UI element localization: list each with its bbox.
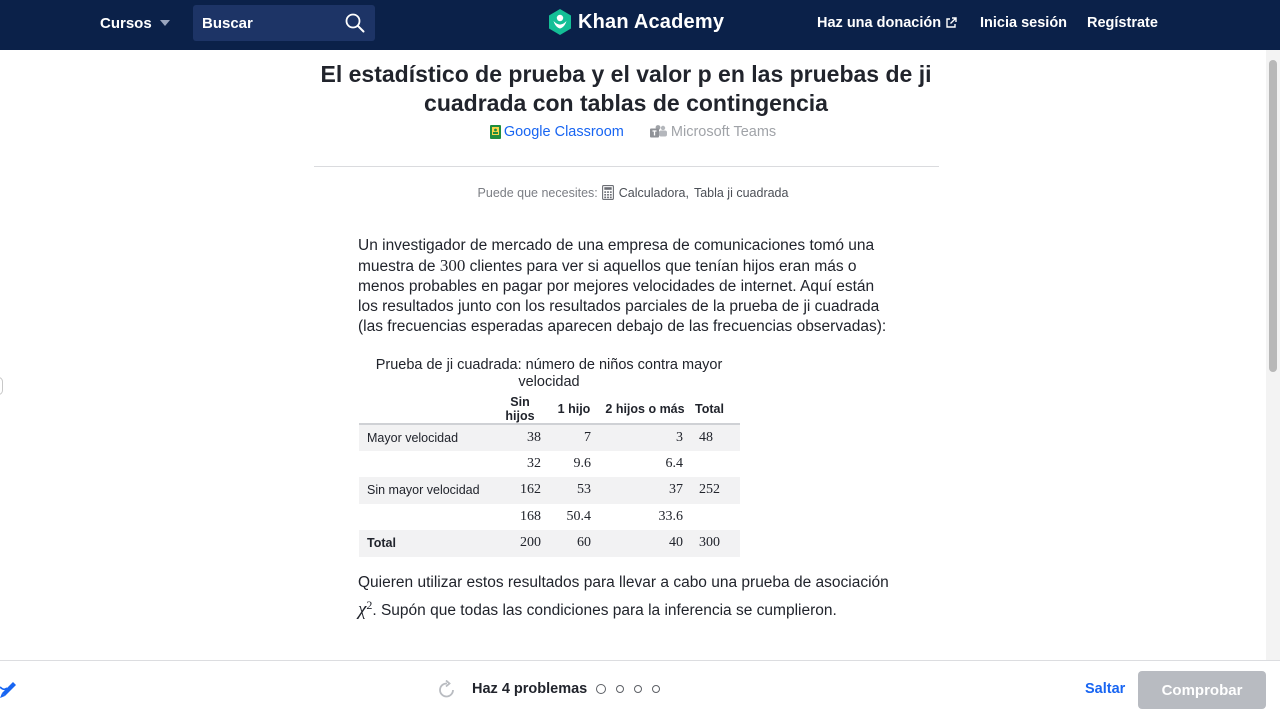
courses-label: Cursos [100, 14, 152, 32]
row-label [359, 504, 491, 531]
khan-academy-logo[interactable] [548, 9, 724, 35]
donate-label: Haz una donación [817, 15, 942, 31]
table-cell: 6.4 [665, 455, 683, 471]
side-handle[interactable] [0, 377, 3, 395]
table-header: 2 hijos o más [599, 395, 691, 424]
tools-needed-label: Puede que necesites: [477, 185, 598, 200]
calculator-link[interactable]: Calculadora, [618, 185, 689, 200]
title-line-1: El estadístico de prueba y el valor p en las pruebas de ji [320, 61, 932, 87]
table-cell [691, 504, 740, 531]
caret-down-icon [160, 20, 170, 26]
problem-text-b: clientes para ver si aquellos que tenían hijos eran más o menos probables en pagar por mejores velocidades de internet. Aquí están los resultados junto con los resultados parciales de la prueba de ji cuadrada (las frecuencias esperadas aparecen debajo de las frecuencias observadas): [358, 258, 887, 335]
table-header: Total [691, 395, 740, 424]
google-classroom-button[interactable] [490, 124, 624, 140]
google-classroom-icon [490, 125, 501, 139]
contingency-table [359, 395, 740, 557]
chi-square-table-link[interactable]: Tabla ji cuadrada [693, 185, 789, 200]
courses-menu-button[interactable] [100, 0, 170, 46]
scratchpad-pencil-icon[interactable] [0, 677, 18, 699]
table-row [359, 424, 740, 451]
table-caption: Prueba de ji cuadrada: número de niños contra mayor velocidad [375, 357, 723, 390]
table-cell: 53 [549, 477, 599, 504]
table-cell: 38 [491, 424, 549, 451]
table-row [359, 451, 740, 478]
khan-academy-logo-icon [548, 9, 572, 35]
search-box[interactable] [193, 5, 375, 41]
table-row [359, 477, 740, 504]
table-header [359, 395, 491, 424]
table-cell: 37 [599, 477, 691, 504]
row-label [359, 451, 491, 478]
problem-followup [358, 572, 898, 622]
progress-dot [652, 685, 660, 693]
row-label: Total [359, 530, 491, 557]
table-cell: 7 [549, 424, 599, 451]
followup-text-b: . Supón que todas las condiciones para la inferencia se cumplieron. [372, 602, 837, 620]
progress-dot [596, 684, 606, 694]
title-divider [314, 166, 939, 167]
table-cell: 168 [520, 508, 541, 524]
scrollbar-thumb[interactable] [1269, 60, 1277, 372]
tools-needed-row [0, 185, 1266, 200]
signup-link[interactable] [1087, 0, 1158, 46]
page-title [300, 60, 952, 118]
progress-dot [616, 685, 624, 693]
google-classroom-label: Google Classroom [503, 124, 624, 140]
table-cell: 33.6 [658, 508, 683, 524]
row-label: Mayor velocidad [359, 424, 491, 451]
search-input[interactable] [202, 15, 342, 32]
external-link-icon [945, 17, 957, 29]
progress-dots [596, 684, 660, 694]
table-cell: 60 [549, 530, 599, 557]
table-cell: 9.6 [573, 455, 591, 471]
progress-dot [634, 685, 642, 693]
table-cell: 300 [691, 530, 740, 557]
login-link[interactable] [980, 0, 1067, 46]
microsoft-teams-label: Microsoft Teams [670, 124, 777, 140]
logo-text: Khan Academy [578, 10, 725, 33]
table-cell: 48 [691, 424, 740, 451]
calculator-icon [602, 185, 614, 200]
table-cell: 200 [491, 530, 549, 557]
signup-label: Regístrate [1087, 15, 1158, 31]
microsoft-teams-button[interactable] [650, 124, 776, 140]
table-header-row [359, 395, 740, 424]
table-cell: 50.4 [566, 508, 591, 524]
donate-link[interactable] [817, 0, 957, 46]
table-cell: 252 [691, 477, 740, 504]
share-row [0, 124, 1266, 140]
table-cell [691, 451, 740, 478]
followup-text-a: Quieren utilizar estos resultados para llevar a cabo una prueba de asociación [358, 574, 889, 591]
table-cell: 3 [599, 424, 691, 451]
problem-statement [358, 236, 898, 337]
chi-exponent: 2 [366, 598, 373, 612]
table-header: 1 hijo [549, 395, 599, 424]
row-label: Sin mayor velocidad [359, 477, 491, 504]
sample-size-value: 300 [439, 256, 466, 275]
check-button[interactable]: Comprobar [1138, 671, 1266, 709]
table-header: Sin hijos [491, 395, 549, 424]
search-icon[interactable] [345, 13, 365, 33]
table-cell: 162 [491, 477, 549, 504]
table-row [359, 504, 740, 531]
skip-button[interactable]: Saltar [1085, 681, 1126, 697]
microsoft-teams-icon [650, 125, 668, 139]
restart-icon [437, 680, 457, 700]
login-label: Inicia sesión [980, 15, 1068, 31]
table-cell: 32 [527, 455, 541, 471]
table-row [359, 530, 740, 557]
problem-text-a: Un investigador de mercado de una empresa de comunicaciones tomó una muestra de [358, 237, 875, 275]
problem-count-label: Haz 4 problemas [472, 681, 588, 697]
table-cell: 40 [599, 530, 691, 557]
title-line-2: cuadrada con tablas de contingencia [424, 90, 828, 116]
chi-symbol: χ [358, 599, 367, 621]
